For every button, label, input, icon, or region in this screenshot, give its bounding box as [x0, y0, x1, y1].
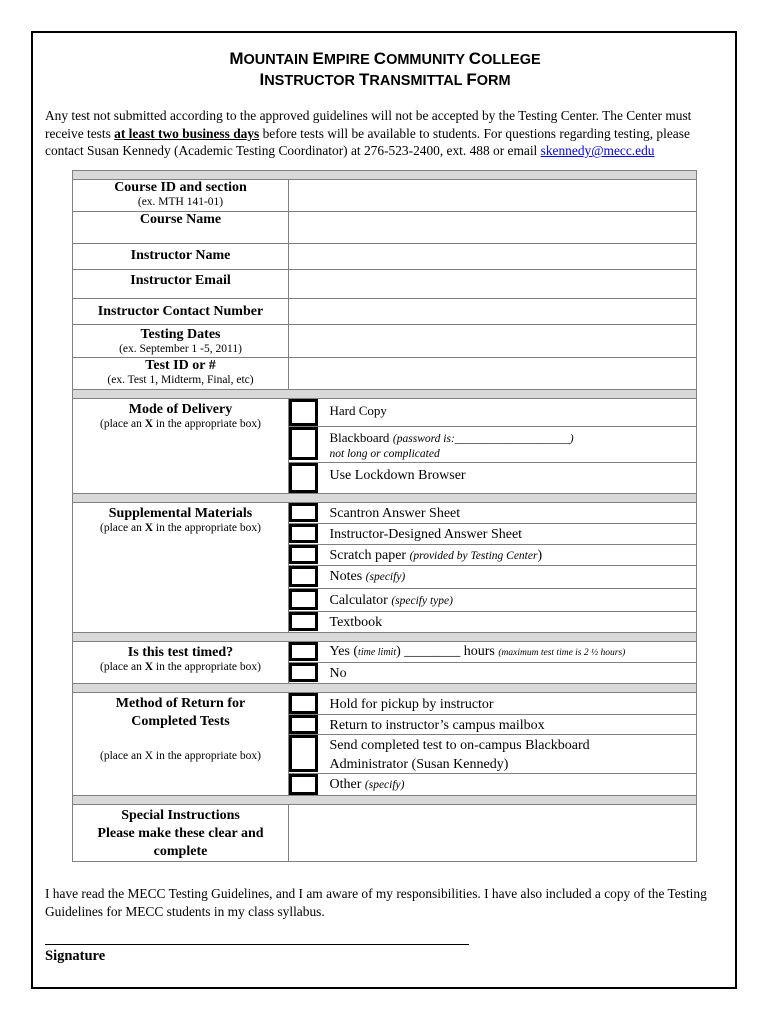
instructor-name-label: Instructor Name — [73, 244, 289, 270]
email-link[interactable]: skennedy@mecc.edu — [540, 143, 655, 158]
section-divider — [73, 633, 697, 642]
return-label-cell — [73, 774, 289, 796]
hold-pickup-checkbox[interactable] — [289, 693, 318, 714]
transmittal-form-table — [72, 170, 697, 862]
mailbox-checkbox[interactable] — [289, 715, 318, 734]
signature-label: Signature — [45, 948, 106, 964]
instructor-email-field[interactable] — [289, 270, 697, 299]
hard-copy-checkbox[interactable] — [289, 399, 318, 426]
section-divider — [73, 390, 697, 399]
course-name-label: Course Name — [73, 212, 289, 244]
special-instructions-label: Special Instructions Please make these clear and complete — [73, 805, 289, 862]
acknowledgement-text: I have read the MECC Testing Guidelines, and I am aware of my responsibilities. I have also included a copy of the Testing Guidelines for MECC students in my class syllabus. — [45, 886, 707, 919]
section-divider — [73, 796, 697, 805]
notes-option: Notes (specify) — [327, 566, 697, 589]
test-id-field[interactable] — [289, 358, 697, 390]
lockdown-checkbox[interactable] — [289, 463, 318, 493]
instructor-sheet-checkbox[interactable] — [289, 524, 318, 543]
calculator-option: Calculator (specify type) — [327, 589, 697, 612]
textbook-option: Textbook — [327, 612, 697, 633]
section-divider — [73, 494, 697, 503]
delivery-label-cell — [73, 463, 289, 494]
scratch-paper-option: Scratch paper (provided by Testing Center) — [327, 545, 697, 566]
scantron-checkbox[interactable] — [289, 503, 318, 522]
scantron-option: Scantron Answer Sheet — [327, 503, 697, 524]
course-id-field[interactable] — [289, 180, 697, 212]
instructor-contact-label: Instructor Contact Number — [73, 299, 289, 325]
intro-paragraph: Any test not submitted according to the approved guidelines will not be accepted by the Testing Center. The Center must receive tests at least two business days before tests will be available to students. For questions regarding testing, please contact Susan Kennedy (Academic Testing Coordinator) at 276-523-2400, ext. 488 or email skennedy@mecc.edu — [45, 108, 692, 158]
supplemental-label-cell — [73, 612, 289, 633]
college-title: MOUNTAIN EMPIRE COMMUNITY COLLEGE — [229, 49, 541, 68]
instructor-sheet-option: Instructor-Designed Answer Sheet — [327, 524, 697, 545]
timed-label: Is this test timed? (place an X in the appropriate box) — [73, 642, 289, 684]
timed-no-option: No — [327, 663, 697, 684]
mailbox-option: Return to instructor’s campus mailbox — [327, 715, 697, 735]
blackboard-admin-option: Send completed test to on-campus Blackboard Administrator (Susan Kennedy) — [327, 735, 697, 774]
scratch-paper-checkbox[interactable] — [289, 545, 318, 564]
instructor-contact-field[interactable] — [289, 299, 697, 325]
testing-dates-field[interactable] — [289, 325, 697, 358]
signature-line[interactable] — [45, 944, 469, 945]
return-label: Method of Return for Completed Tests (place an X in the appropriate box) — [73, 693, 289, 774]
timed-yes-option: Yes (time limit) ________ hours (maximum test time is 2 ½ hours) — [327, 642, 697, 663]
course-id-label: Course ID and section (ex. MTH 141-01) — [73, 180, 289, 212]
timed-no-checkbox[interactable] — [289, 663, 318, 682]
blackboard-option: Blackboard (password is:____________________) not long or complicated — [327, 427, 697, 463]
hold-pickup-option: Hold for pickup by instructor — [327, 693, 697, 715]
instructor-name-field[interactable] — [289, 244, 697, 270]
supplemental-label: Supplemental Materials (place an X in the appropriate box) — [73, 503, 289, 612]
course-name-field[interactable] — [289, 212, 697, 244]
calculator-checkbox[interactable] — [289, 589, 318, 610]
instructor-email-label: Instructor Email — [73, 270, 289, 299]
blackboard-checkbox[interactable] — [289, 427, 318, 460]
test-id-label: Test ID or # (ex. Test 1, Midterm, Final, etc) — [73, 358, 289, 390]
timed-yes-checkbox[interactable] — [289, 642, 318, 661]
notes-checkbox[interactable] — [289, 566, 318, 587]
other-option: Other (specify) — [327, 774, 697, 796]
section-divider — [73, 171, 697, 180]
textbook-checkbox[interactable] — [289, 612, 318, 631]
blackboard-admin-checkbox[interactable] — [289, 735, 318, 772]
delivery-label: Mode of Delivery (place an X in the appropriate box) — [73, 399, 289, 463]
testing-dates-label: Testing Dates (ex. September 1 -5, 2011) — [73, 325, 289, 358]
other-checkbox[interactable] — [289, 774, 318, 795]
lockdown-option: Use Lockdown Browser — [327, 463, 697, 494]
section-divider — [73, 684, 697, 693]
special-instructions-field[interactable] — [289, 805, 697, 862]
form-title: INSTRUCTOR TRANSMITTAL FORM — [259, 70, 511, 89]
hard-copy-option: Hard Copy — [327, 399, 697, 427]
